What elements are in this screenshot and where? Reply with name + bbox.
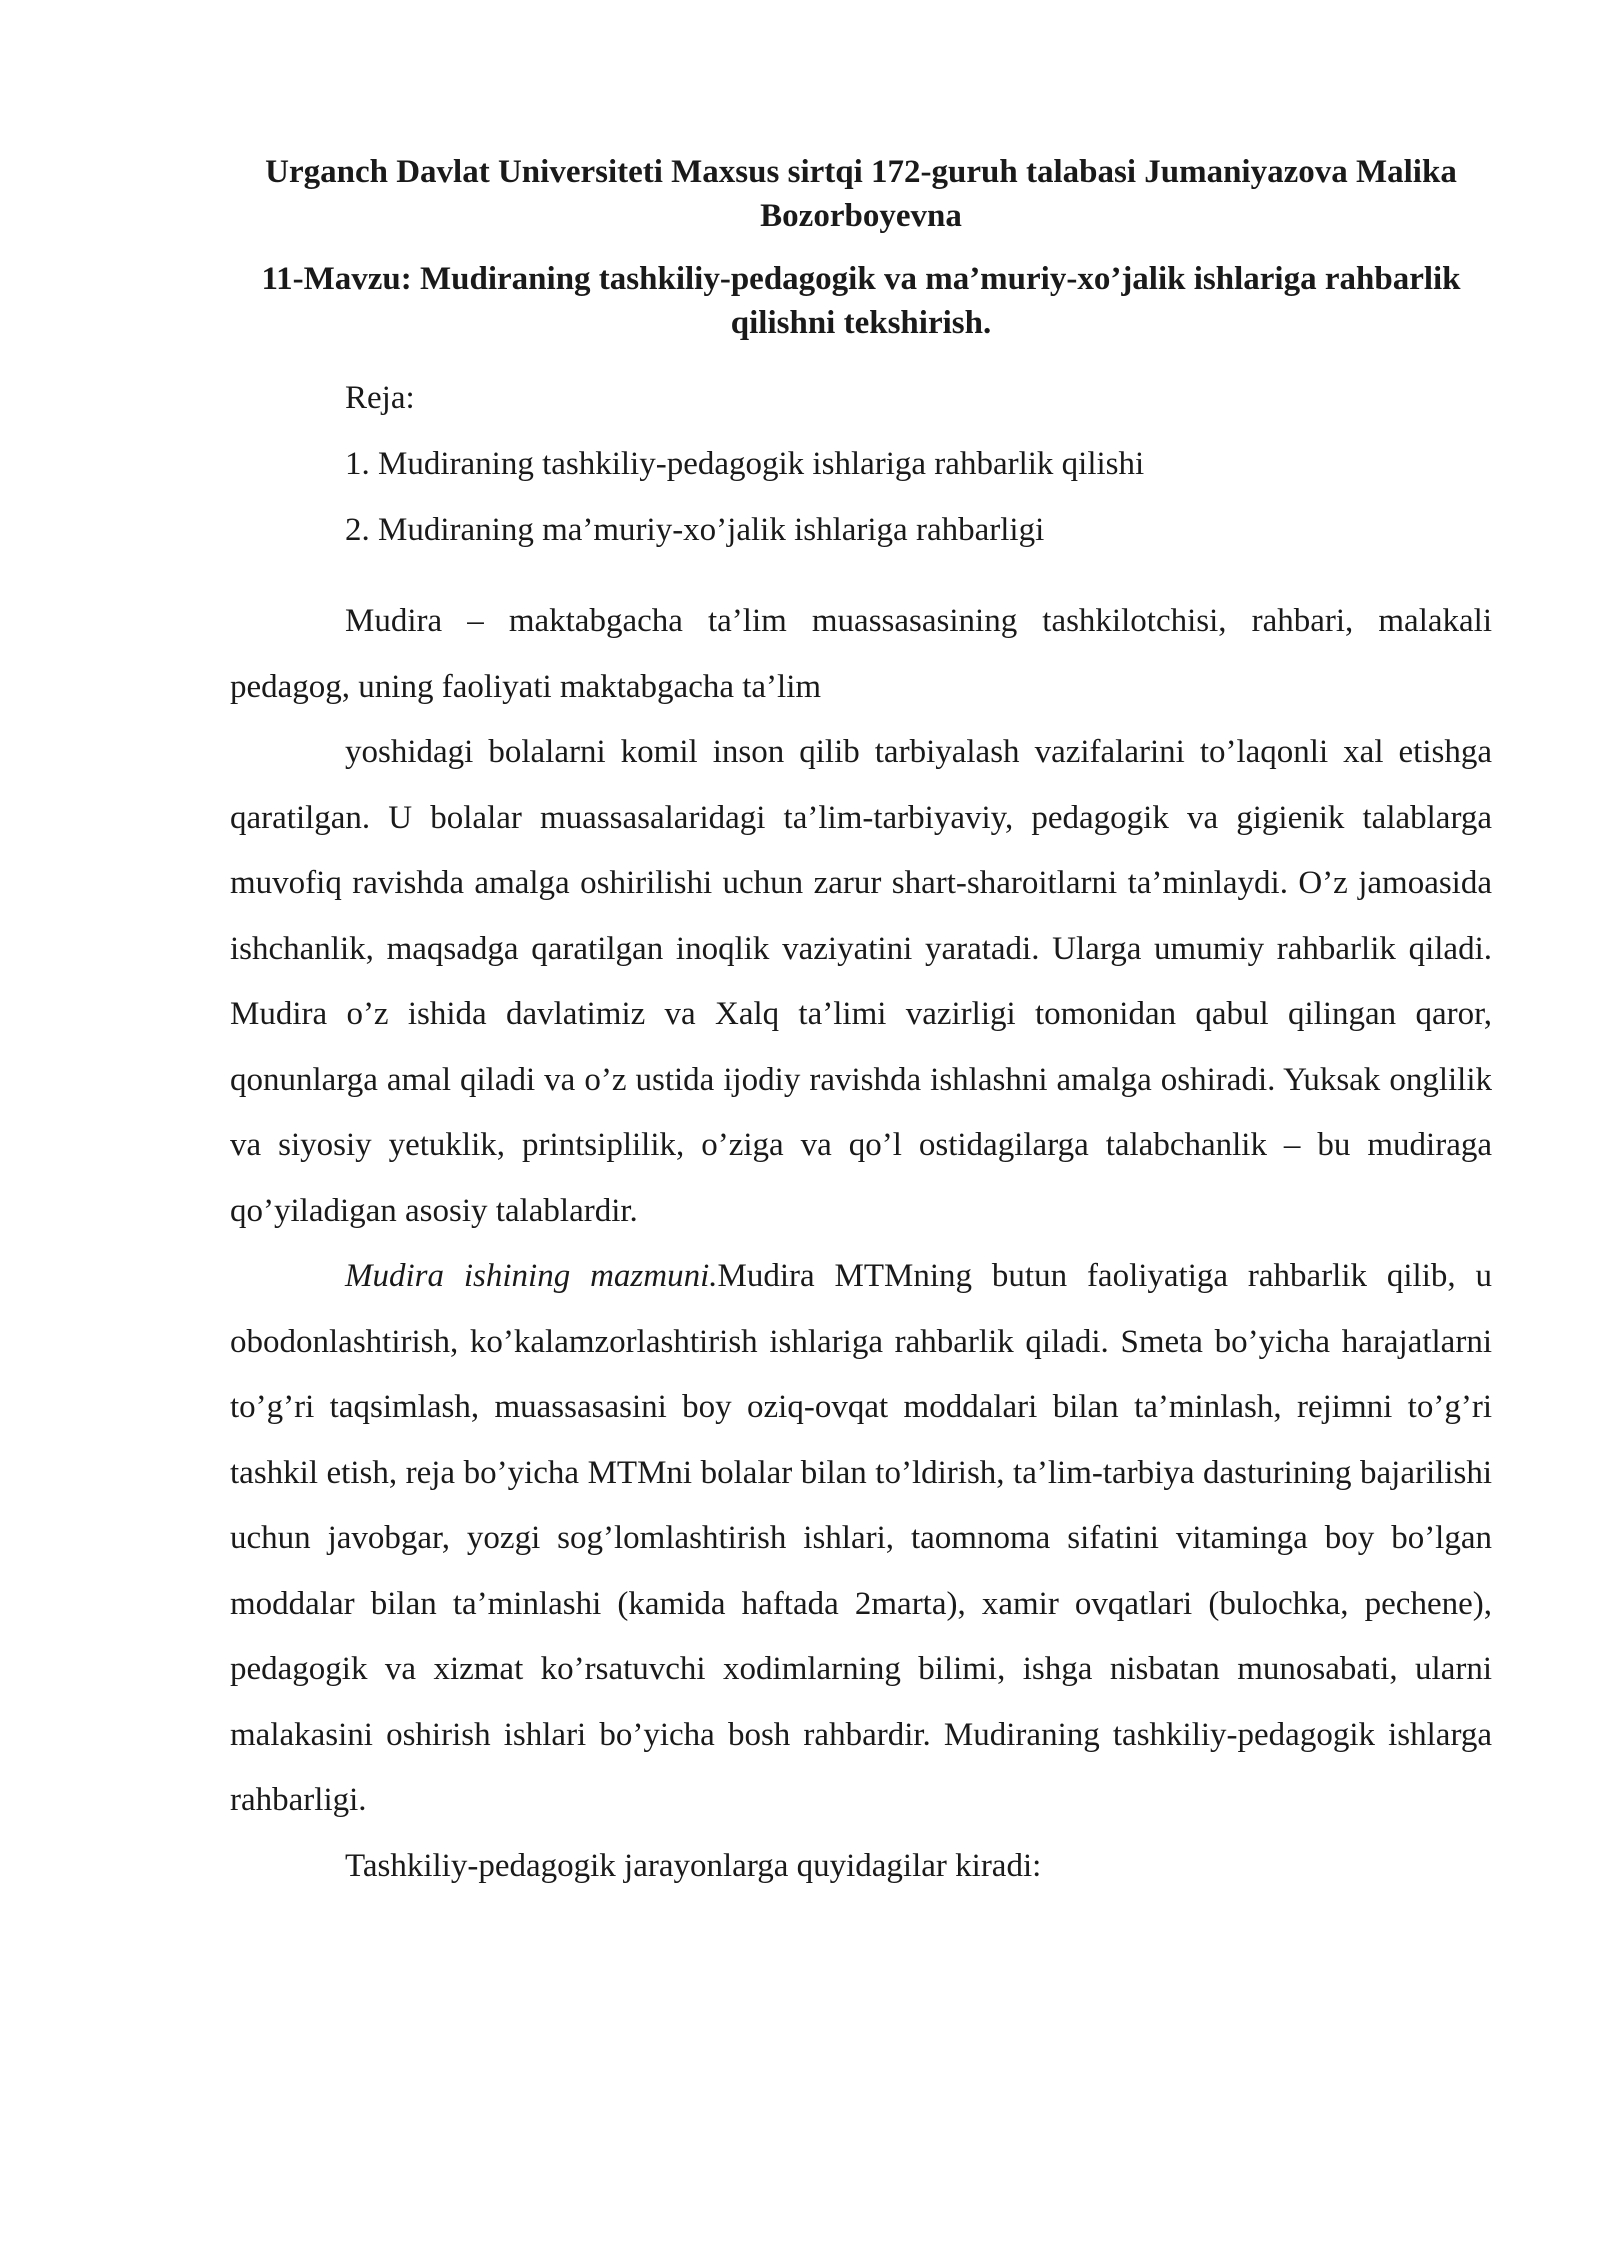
paragraph-3-italic-lead: Mudira ishining mazmuni. <box>345 1258 718 1294</box>
plan-item-2: 2. Mudiraning ma’muriy-xo’jalik ishlariga rahbarligi <box>345 512 1045 548</box>
body-paragraph-3 <box>230 1244 1492 1834</box>
section-spacer <box>230 563 1492 589</box>
paragraph-3-text: Mudira MTMning butun faoliyatiga rahbarlik qilib, u obodonlashtirish, ko’kalamzorlashtirish ishlariga rahbarlik qiladi. Smeta bo’yicha harajatlarni to’g’ri taqsimlash, muassasasini boy oziq-ovqat moddalari bilan ta’minlash, rejimni to’g’ri tashkil etish, reja bo’yicha MTMni bolalar bilan to’ldirish, ta’lim-tarbiya dasturining bajarilishi uchun javobgar, yozgi sog’lomlashtirish ishlari, taomnoma sifatini vitaminga boy bo’lgan moddalar bilan ta’minlashi (kamida haftada 2marta), xamir ovqatlari (bulochka, pechene), pedagogik va xizmat ko’rsatuvchi xodimlarning bilimi, ishga nisbatan munosabati, ularni malakasini oshirish ishlari bo’yicha bosh rahbardir. Mudiraning tashkiliy-pedagogik ishlarga rahbarligi. <box>230 1258 1493 1818</box>
author-heading: Urganch Davlat Universiteti Maxsus sirtqi 172-guruh talabasi Jumaniyazova Malika Bozorboyevna <box>265 154 1457 234</box>
plan-label: Reja: <box>345 380 415 416</box>
page-content <box>230 150 1492 1899</box>
body-paragraph-2: yoshidagi bolalarni komil inson qilib tarbiyalash vazifalarini to’laqonli xal etishga qaratilgan. U bolalar muassasalaridagi ta’lim-tarbiyaviy, pedagogik va gigienik talablarga muvofiq ravishda amalga oshirilishi uchun zarur shart-sharoitlarni ta’minlaydi. O’z jamoasida ishchanlik, maqsadga qaratilgan inoqlik vaziyatini yaratadi. Ularga umumiy rahbarlik qiladi. Mudira o’z ishida davlatimiz va Xalq ta’limi vazirligi tomonidan qabul qilingan qaror, qonunlarga amal qiladi va o’z ustida ijodiy ravishda ishlashni amalga oshiradi. Yuksak onglilik va siyosiy yetuklik, printsiplilik, o’ziga va qo’l ostidagilarga talabchanlik – bu mudiraga qo’yiladigan asosiy talablardir. <box>230 734 1492 1229</box>
body-paragraph-4: Tashkiliy-pedagogik jarayonlarga quyidagilar kiradi: <box>345 1847 1042 1884</box>
topic-heading: 11-Mavzu: Mudiraning tashkiliy-pedagogik va ma’muriy-xo’jalik ishlariga rahbarlik qilishni tekshirish. <box>261 261 1461 341</box>
plan-section <box>230 365 1492 563</box>
body-paragraph-1: Mudira – maktabgacha ta’lim muassasasining tashkilotchisi, rahbari, malakali pedagog, uning faoliyati maktabgacha ta’lim <box>230 603 1492 705</box>
plan-item-1: 1. Mudiraning tashkiliy-pedagogik ishlariga rahbarlik qilishi <box>345 446 1145 482</box>
